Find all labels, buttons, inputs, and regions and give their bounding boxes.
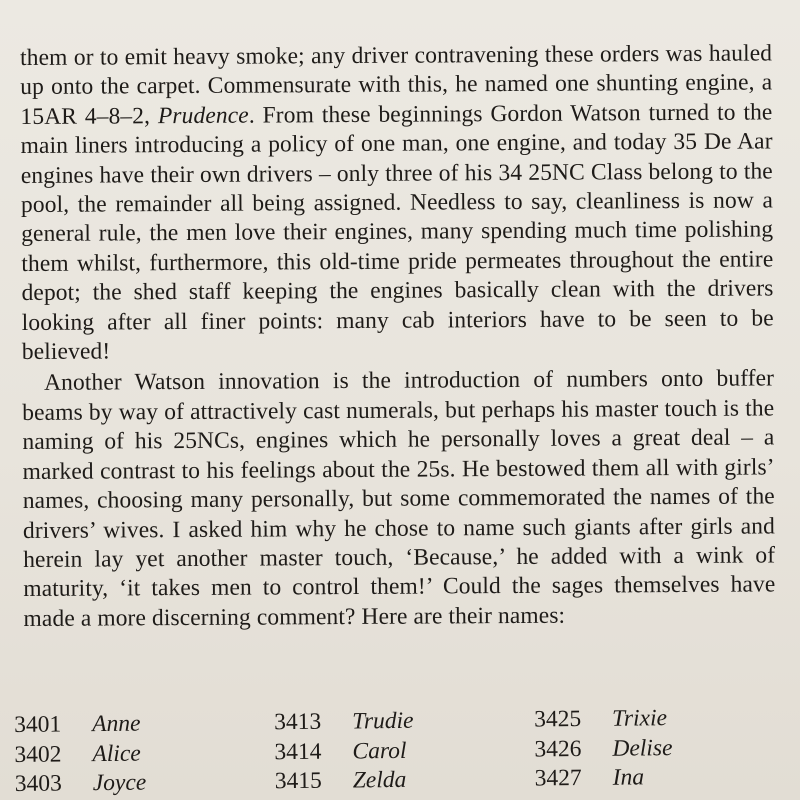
engine-entry xyxy=(534,703,794,735)
engine-number: 3425 xyxy=(533,706,582,733)
engine-name-prudence: Prudence xyxy=(157,102,249,129)
engine-entry xyxy=(274,706,534,738)
engine-number: 3415 xyxy=(274,767,322,795)
engine-name: Alice xyxy=(92,740,141,767)
engine-entry xyxy=(535,762,795,794)
engine-name: Ina xyxy=(612,764,645,791)
paragraph-1-text-b: . From these beginnings Gordon Watson turned to the main liners introducing a policy of one man, one engine, and today 35 De Aar engines have their own drivers – only three of his 34 25NC Class belong to the pool, the remainder all being assigned. Needless to say, cleanliness is now a general rule, the men love their engines, many spending much time polishing them whilst, furthermore, this old-time pride permeates throughout the entire depot; the shed staff keeping the engines basically clean with the drivers looking after all finer points: many cab interiors have to be seen to be believed! xyxy=(20,99,774,366)
engine-number: 3426 xyxy=(534,735,582,763)
engine-number: 3427 xyxy=(534,765,582,792)
engine-entry xyxy=(274,735,534,767)
paragraph-1-text-a: them or to emit heavy smoke; any driver contravening these orders was hauled up onto the carpet. Commensurate with this, he named one shunting engine, a 15AR 4–8–2, xyxy=(20,40,773,130)
engine-entry xyxy=(14,708,274,740)
engine-name: Zelda xyxy=(352,766,407,794)
body-text xyxy=(20,39,776,634)
engine-entry xyxy=(275,765,535,797)
engine-name: Delise xyxy=(612,734,673,762)
engine-name: Trixie xyxy=(611,705,668,732)
engine-entry xyxy=(14,738,274,770)
engine-entry xyxy=(534,732,794,764)
engine-name: Carol xyxy=(352,737,407,764)
paragraph-2-text: Another Watson innovation is the introduction of numbers onto buffer beams by way of attractively cast numerals, but perhaps his master touch is the naming of his 25NCs, engines which he personally loves a great deal – a marked contrast to his feelings about the 25s. He bestowed them all with girls’ names, choosing many personally, but some commemorated the names of the drivers’ wives. I asked him why he chose to name such giants after girls and herein lay yet another master touch, ‘Because,’ he added with a wink of maturity, ‘it takes men to control them!’ Could the sages themselves have made a more discerning comment? Here are their names: xyxy=(22,365,776,632)
engine-number: 3403 xyxy=(14,770,62,797)
paragraph-2 xyxy=(22,365,776,634)
engine-name: Trudie xyxy=(351,707,414,735)
engine-number: 3413 xyxy=(273,708,322,736)
engine-entry xyxy=(15,767,275,799)
engine-number: 3401 xyxy=(14,711,62,738)
engine-number: 3414 xyxy=(274,738,322,765)
paragraph-1 xyxy=(20,39,774,367)
engine-names-table xyxy=(14,703,795,800)
engine-number: 3402 xyxy=(14,741,62,768)
engine-name: Anne xyxy=(92,710,141,738)
engine-name: Joyce xyxy=(92,769,147,797)
